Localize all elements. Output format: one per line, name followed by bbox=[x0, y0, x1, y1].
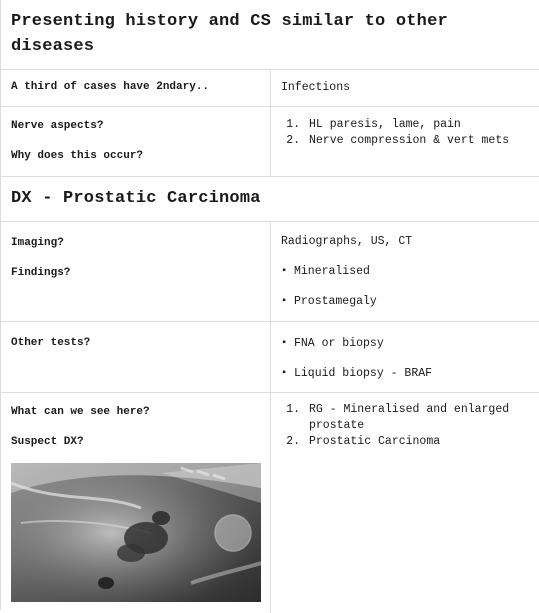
answer-cell bbox=[271, 393, 539, 613]
bullet-list bbox=[281, 336, 529, 382]
section-heading-row bbox=[1, 177, 539, 222]
list-item: 1. HL paresis, lame, pain bbox=[307, 117, 529, 133]
question-cell bbox=[1, 107, 271, 176]
question-text: A third of cases have 2ndary.. bbox=[11, 81, 210, 93]
question-text: Suspect DX? bbox=[11, 436, 84, 448]
answer-cell bbox=[271, 222, 539, 321]
question-cell bbox=[1, 222, 271, 321]
answer-cell bbox=[271, 107, 539, 176]
list-item: ▪ FNA or biopsy bbox=[281, 336, 529, 352]
question-text: Nerve aspects? bbox=[11, 120, 104, 132]
table-row bbox=[1, 222, 539, 322]
numbered-list bbox=[281, 402, 529, 450]
list-item: ▪ Prostamegaly bbox=[281, 294, 529, 310]
table-row bbox=[1, 393, 539, 613]
list-item: ▪ Liquid biopsy - BRAF bbox=[281, 366, 529, 382]
question-text: Imaging? bbox=[11, 237, 64, 249]
question-text: Other tests? bbox=[11, 337, 91, 349]
table-row bbox=[1, 70, 539, 107]
bullet-list bbox=[281, 264, 529, 310]
table-row bbox=[1, 322, 539, 393]
question-text: What can we see here? bbox=[11, 406, 150, 418]
section-heading: Presenting history and CS similar to other diseases bbox=[11, 12, 448, 56]
question-cell bbox=[1, 322, 271, 392]
list-item: ▪ Mineralised bbox=[281, 264, 529, 280]
table-row bbox=[1, 107, 539, 177]
question-text: Why does this occur? bbox=[11, 150, 144, 162]
section-heading-row bbox=[1, 0, 539, 70]
answer-cell bbox=[271, 70, 539, 106]
list-item: 1. RG - Mineralised and enlarged prostate bbox=[307, 402, 529, 434]
answer-text: Radiographs, US, CT bbox=[281, 235, 413, 248]
question-text: Findings? bbox=[11, 267, 71, 279]
radiograph-image bbox=[11, 463, 261, 602]
answer-cell bbox=[271, 322, 539, 392]
list-item: 2. Prostatic Carcinoma bbox=[307, 434, 529, 450]
section-heading: DX - Prostatic Carcinoma bbox=[11, 189, 261, 208]
question-cell bbox=[1, 393, 271, 613]
question-cell bbox=[1, 70, 271, 106]
numbered-list bbox=[281, 117, 529, 149]
answer-text: Infections bbox=[281, 81, 351, 94]
list-item: 2. Nerve compression & vert mets bbox=[307, 133, 529, 149]
